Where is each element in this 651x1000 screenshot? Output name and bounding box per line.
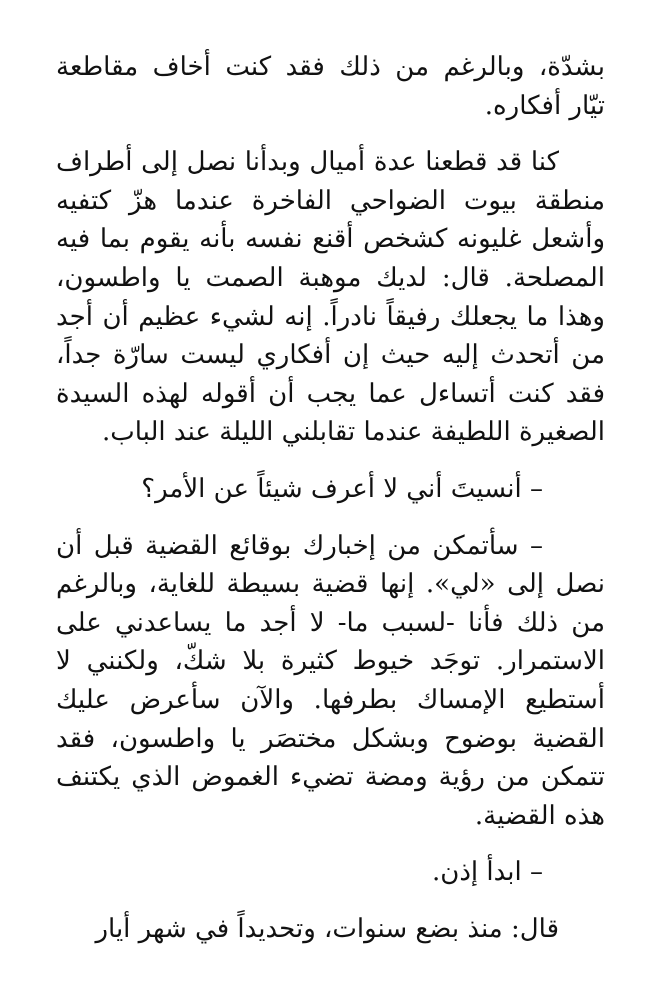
paragraph-narration: كنا قد قطعنا عدة أميال وبدأنا نصل إلى أطراف منطقة بيوت الضواحي الفاخرة عندما هزّ كتفيه وأشعل غليونه كشخص أقنع نفسه بأنه يقوم بما فيه المصلحة. قال: لديك موهبة الصمت يا واطسون، وهذا ما يجعلك رفيقاً نادراً. إنه لشيء عظيم أن أجد من أتحدث إليه حيث إن أفكاري ليست سارّة جداً، فقد كنت أتساءل عما يجب أن أقوله لهذه السيدة الصغيرة اللطيفة عندما تقابلني الليلة عند الباب.	[56, 147, 605, 448]
paragraph-story-start: قال: منذ بضع سنوات، وتحديداً في شهر أيار	[95, 913, 559, 944]
paragraph-dialogue-start: – ابدأ إذن.	[431, 857, 543, 888]
page-text-body	[56, 48, 605, 948]
paragraph-dialogue-question: – أنسيتَ أني لا أعرف شيئاً عن الأمر؟	[141, 473, 543, 504]
paragraph-continuation: بشدّة، وبالرغم من ذلك فقد كنت أخاف مقاطعة تيّار أفكاره.	[56, 52, 605, 121]
paragraph-dialogue-answer: – سأتمكن من إخبارك بوقائع القضية قبل أن نصل إلى «لي». إنها قضية بسيطة للغاية، وبالرغم من ذلك فأنا -لسبب ما- لا أجد ما يساعدني على الاستمرار. توجَد خيوط كثيرة بلا شكّ، ولكنني لا أستطيع الإمساك بطرفها. والآن سأعرض عليك القضية بوضوح وبشكل مختصَر يا واطسون، فقد تتمكن من رؤية ومضة تضيء الغموض الذي يكتنف هذه القضية.	[56, 530, 605, 831]
